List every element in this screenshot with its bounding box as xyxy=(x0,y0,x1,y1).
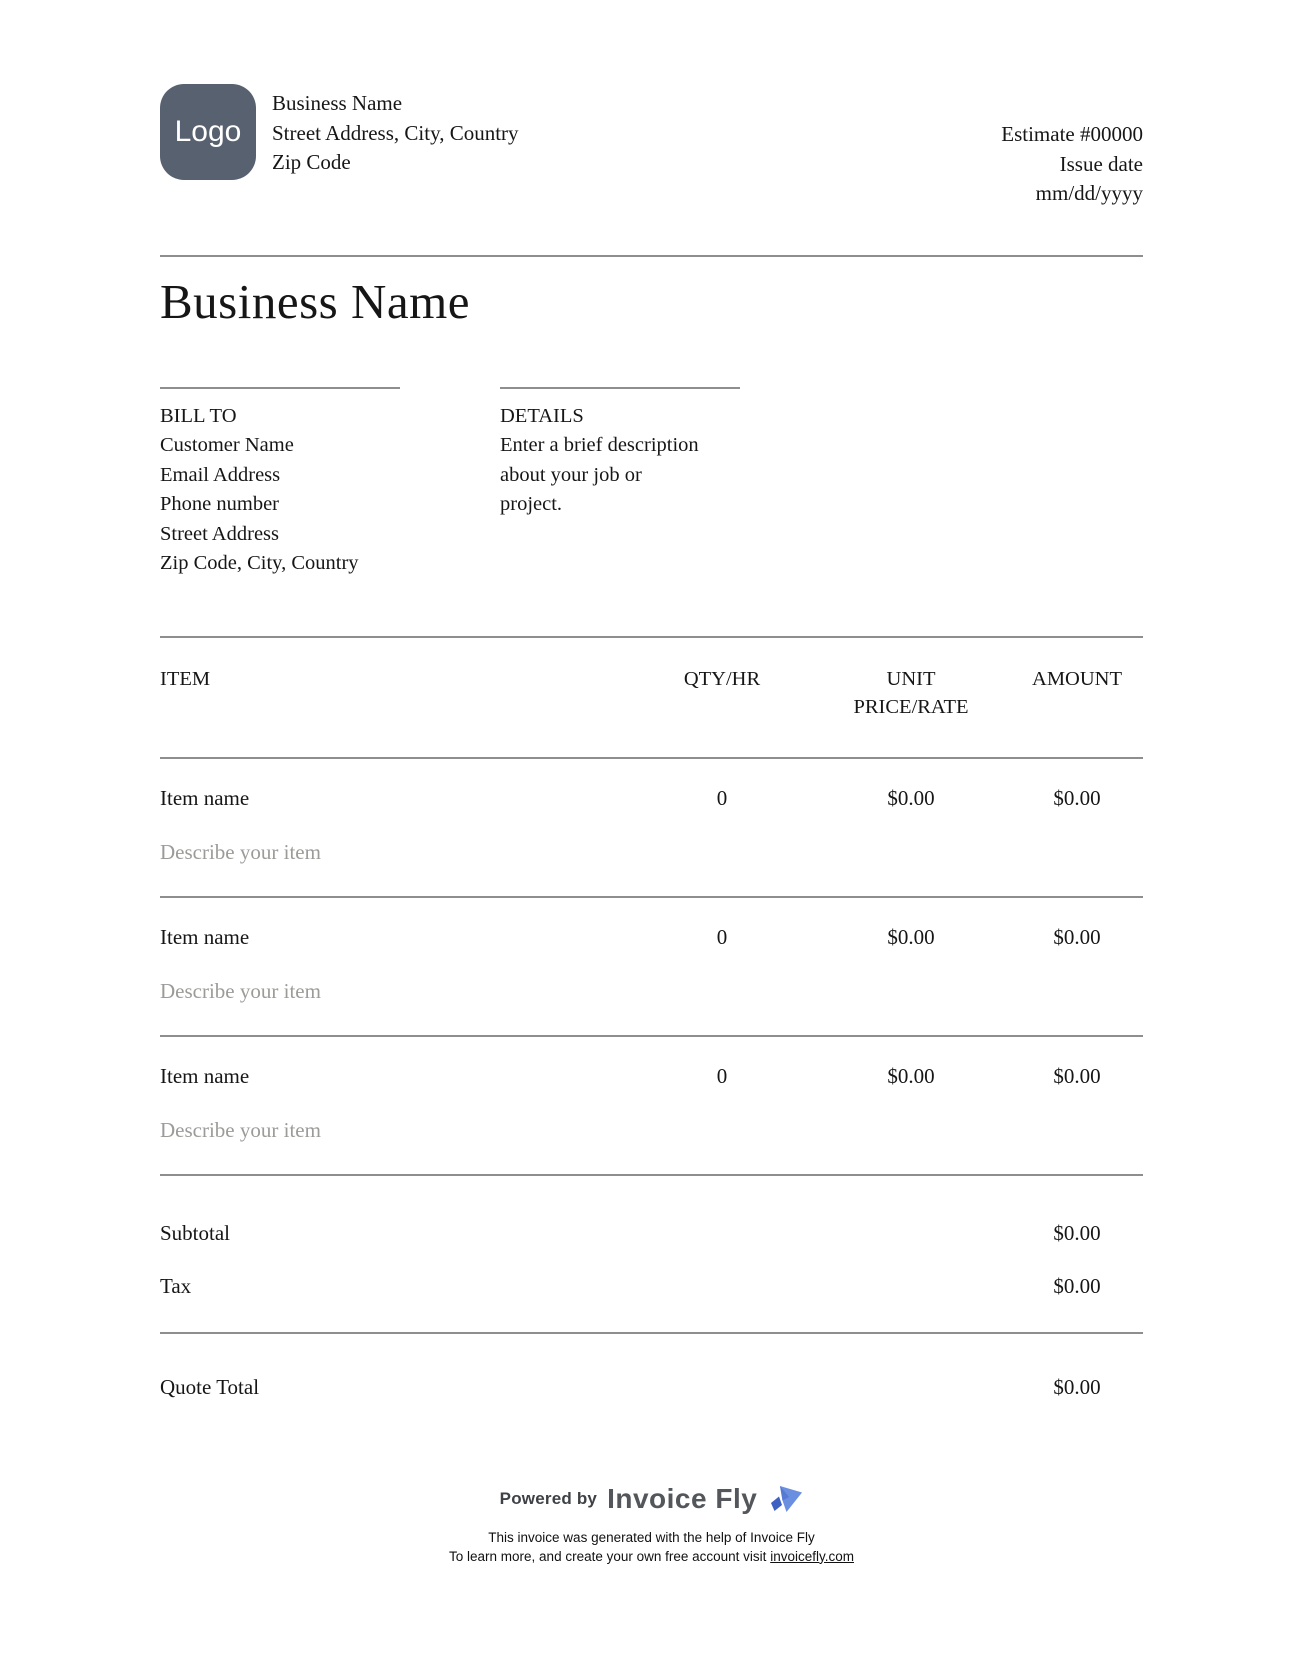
item-description-placeholder: Describe your item xyxy=(160,1117,321,1142)
paper-plane-icon xyxy=(769,1484,803,1514)
item-amount: $0.00 xyxy=(1053,785,1101,810)
item-name: Item name xyxy=(160,1063,250,1088)
business-name: Business Name xyxy=(272,91,403,115)
subtotal-value: $0.00 xyxy=(1053,1220,1101,1245)
customer-phone: Phone number xyxy=(160,493,279,515)
details-line: project. xyxy=(500,493,563,515)
column-header-amount: AMOUNT xyxy=(1032,667,1122,690)
details-line: Enter a brief description xyxy=(500,434,699,456)
table-row xyxy=(160,898,1143,1035)
table-row xyxy=(160,759,1143,896)
customer-street: Street Address xyxy=(160,522,279,545)
quote-total-value: $0.00 xyxy=(1053,1374,1101,1399)
item-line xyxy=(160,1062,1143,1090)
item-description-placeholder: Describe your item xyxy=(160,978,321,1003)
column-header-unit-price xyxy=(811,665,1011,721)
column-header-unit-price-text: UNIT PRICE/RATE xyxy=(853,667,969,718)
item-qty: 0 xyxy=(716,924,728,949)
item-name: Item name xyxy=(160,924,250,949)
item-qty: 0 xyxy=(716,1063,728,1088)
totals-section xyxy=(160,1176,1143,1401)
table-header-row xyxy=(160,638,1143,757)
item-name: Item name xyxy=(160,785,250,810)
item-line xyxy=(160,784,1143,812)
totals-divider xyxy=(160,1332,1143,1334)
item-description-placeholder: Describe your item xyxy=(160,839,321,864)
customer-email: Email Address xyxy=(160,463,281,486)
details-block xyxy=(500,387,740,579)
bill-to-label: BILL TO xyxy=(160,404,237,427)
business-info xyxy=(272,89,519,178)
business-logo xyxy=(160,84,256,180)
estimate-number: Estimate #00000 xyxy=(1001,122,1143,146)
customer-zip-city: Zip Code, City, Country xyxy=(160,552,359,574)
page-title: Business Name xyxy=(160,273,470,329)
footer-note-line1: This invoice was generated with the help of Invoice Fly xyxy=(488,1529,815,1545)
tax-value: $0.00 xyxy=(1053,1273,1101,1298)
subtotal-tax-block xyxy=(160,1176,1143,1332)
invoice-fly-brand: Invoice Fly xyxy=(607,1482,758,1514)
footer-note-line2-text: To learn more, and create your own free account visit xyxy=(449,1548,767,1564)
tax-row xyxy=(160,1272,1143,1300)
powered-by-line xyxy=(160,1483,1143,1515)
header-divider xyxy=(160,255,1143,257)
subtotal-label: Subtotal xyxy=(160,1220,231,1245)
invoicefly-link[interactable]: invoicefly.com xyxy=(770,1548,854,1564)
tax-label: Tax xyxy=(160,1273,192,1298)
business-address: Street Address, City, Country xyxy=(272,120,519,145)
item-unit-price: $0.00 xyxy=(887,924,935,949)
estimate-meta xyxy=(1001,120,1143,209)
details-line: about your job or xyxy=(500,463,642,486)
issue-date-value: mm/dd/yyyy xyxy=(1035,181,1143,205)
issue-date-label: Issue date xyxy=(1059,151,1143,176)
column-header-item: ITEM xyxy=(160,667,211,690)
item-unit-price: $0.00 xyxy=(887,1063,935,1088)
business-zip: Zip Code xyxy=(272,150,351,174)
document-footer xyxy=(160,1483,1143,1565)
business-identity xyxy=(160,84,519,209)
item-qty: 0 xyxy=(716,785,728,810)
logo-text: Logo xyxy=(174,115,242,148)
parties-section xyxy=(160,387,1143,579)
subtotal-row xyxy=(160,1219,1143,1247)
item-line xyxy=(160,923,1143,951)
quote-total-label: Quote Total xyxy=(160,1374,260,1399)
item-unit-price: $0.00 xyxy=(887,785,935,810)
customer-name: Customer Name xyxy=(160,434,294,456)
table-row xyxy=(160,1037,1143,1174)
bill-to-block xyxy=(160,387,400,579)
document-header xyxy=(160,0,1143,209)
items-table xyxy=(160,636,1143,1176)
powered-by-label: Powered by xyxy=(499,1488,598,1508)
footer-note-line2 xyxy=(160,1549,1143,1565)
column-header-qty: QTY/HR xyxy=(683,667,761,690)
details-label: DETAILS xyxy=(500,404,584,427)
quote-total-row xyxy=(160,1347,1143,1401)
item-amount: $0.00 xyxy=(1053,1063,1101,1088)
item-amount: $0.00 xyxy=(1053,924,1101,949)
